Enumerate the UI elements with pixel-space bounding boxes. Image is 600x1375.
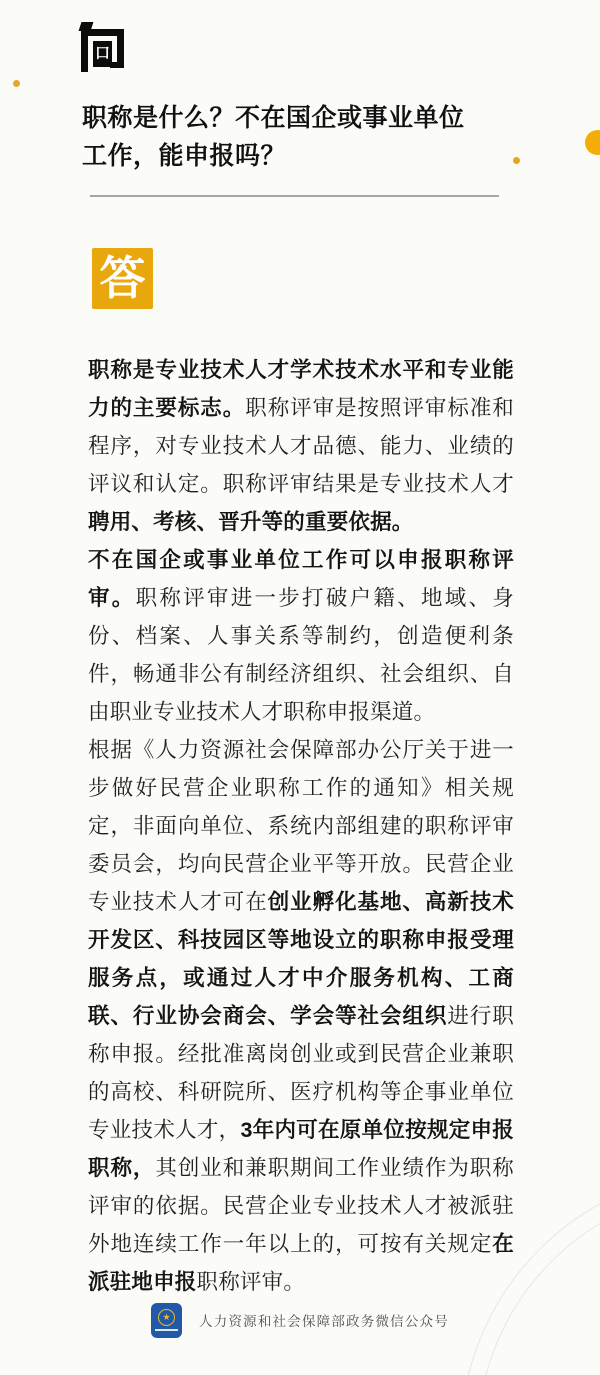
gold-dot-decoration-right-small [513, 157, 520, 164]
answer-body [88, 351, 514, 1301]
ministry-emblem-logo [151, 1303, 182, 1338]
body-text-run: 职称评审是按照评审标准和程序，对专业技术人才品德、能力、业绩的评议和认定。职称评审结果是专业技术人才 [88, 396, 515, 496]
question-seal-stroke [110, 62, 124, 68]
body-text-bold-run: 不在国企或事业单位工作可以申报职称评审。 [88, 548, 514, 610]
answer-paragraph [88, 731, 514, 1301]
body-text-run: 职称评审进一步打破户籍、地域、身份、档案、人事关系等制约，创造便利条件，畅通非公有制经济组织、社会组织、自由职业专业技术人才职称申报渠道。 [88, 586, 515, 724]
answer-paragraph [88, 541, 514, 731]
body-text-bold-run: 在派驻地申报 [88, 1232, 514, 1294]
body-text-bold-run: 创业孵化基地、高新技术开发区、科技园区等地设立的职称申报受理服务点，或通过人才中介服务机构、工商联、行业协会商会、学会等社会组织 [88, 890, 514, 1028]
answer-paragraph [88, 351, 514, 541]
body-text-run: 职称评审。 [196, 1270, 306, 1294]
answer-seal: 答 [92, 248, 153, 309]
question-title: 职称是什么？不在国企或事业单位工作，能申报吗？ [82, 104, 465, 170]
body-text-bold-run: 聘用、考核、晋升等的重要依据。 [88, 510, 414, 534]
body-text-bold-run: 3年内可在原单位按规定申报职称， [88, 1118, 514, 1180]
gold-dot-decoration-right-large [585, 130, 600, 155]
national-emblem-icon: ★ [158, 1309, 175, 1326]
question-seal-icon [80, 22, 124, 72]
logo-caption-bar [155, 1329, 178, 1331]
body-text-run: 其创业和兼职期间工作业绩作为职称评审的依据。民营企业专业技术人才被派驻外地连续工作一年以上的，可按有关规定 [88, 1156, 514, 1256]
footer-account-name: 人力资源和社会保障部政务微信公众号 [199, 1314, 449, 1329]
body-text-bold-run: 职称是专业技术人才学术技术水平和专业能力的主要标志。 [88, 358, 514, 420]
body-text-run: 进行职称申报。经批准离岗创业或到民营企业兼职的高校、科研院所、医疗机构等企事业单位专业技术人才， [88, 1004, 514, 1142]
gold-dot-decoration-left [13, 80, 20, 87]
divider [90, 195, 499, 197]
body-text-run: 根据《人力资源社会保障部办公厅关于进一步做好民营企业职称工作的通知》相关规定，非面向单位、系统内部组建的职称评审委员会，均向民营企业平等开放。民营企业专业技术人才可在 [88, 738, 514, 914]
question-seal-inner-glyph: 口 [93, 41, 112, 67]
